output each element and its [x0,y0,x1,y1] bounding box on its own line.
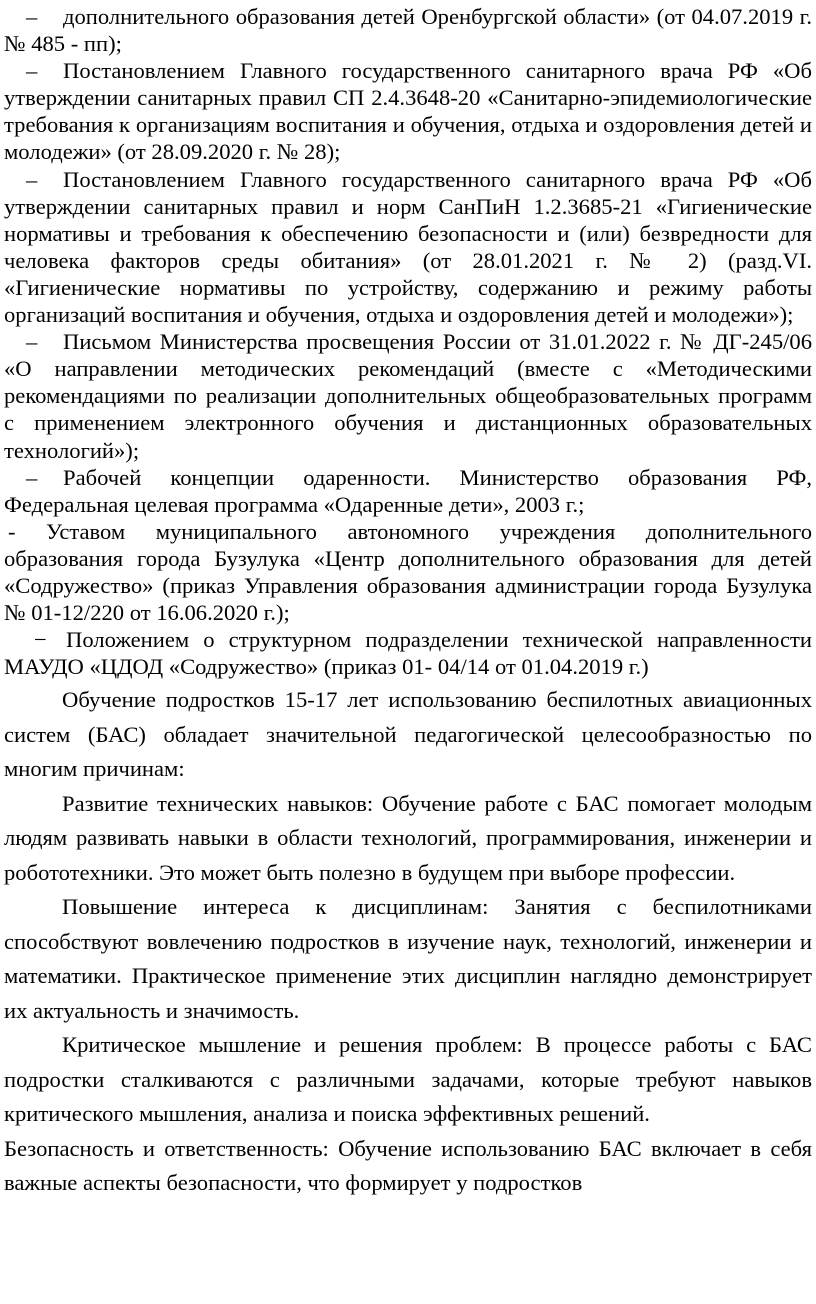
list-dash-marker: – [26,4,38,29]
list-dash-marker: – [26,58,38,84]
list-hyphen-marker: - [8,518,16,544]
document-page [4,0,812,1201]
paragraph: Безопасность и ответственность: Обучение использованию БАС включает в себя важные аспекты безопасности, что формирует у подростков [4,1135,812,1196]
list-item [4,57,812,165]
regulations-list [4,0,812,680]
rationale-section [4,683,812,1201]
paragraph: Критическое мышление и решения проблем: В процессе работы с БАС подростки сталкиваются с различными задачами, которые требуют навыков критического мышления, анализа и поиска эффективных решений. [4,1032,812,1127]
list-item [4,464,812,518]
list-dash-marker: – [26,329,38,355]
list-item [4,626,812,680]
list-item-text: дополнительного образования детей Оренбургской области» (от 04.07.2019 г. № 485 - пп); [4,4,812,57]
list-item-text: Уставом муниципального автономного учреждения дополнительного образования города Бузулука «Центр дополнительного образования для детей «Содружество» (приказ Управления образования администрации города Бузулука № 01-12/220 от 16.06.2020 г.); [4,518,812,626]
list-item-text: Постановлением Главного государственного санитарного врача РФ «Об утверждении санитарных правил и норм СанПиН 1.2.3685-21 «Гигиенические нормативы и требования к обеспечению безопасности и (или) безвредности для человека факторов среды обитания» (от 28.01.2021 г. № 2) (разд.VI. «Гигиенические нормативы по устройству, содержанию и режиму работы организаций воспитания и обучения, отдыха и оздоровления детей и молодежи»); [4,166,812,328]
list-dash-marker: – [26,166,38,192]
list-item-text: Постановлением Главного государственного санитарного врача РФ «Об утверждении санитарных правил СП 2.4.3648-20 «Санитарно-эпидемиологические требования к организациям воспитания и обучения, отдыха и оздоровления детей и молодежи» (от 28.09.2020 г. № 28); [4,58,812,165]
list-minus-marker: − [34,627,47,653]
list-dash-marker: – [26,464,38,490]
list-item-text: Положением о структурном подразделении технической направленности МАУДО «ЦДОД «Содружество» (приказ 01- 04/14 от 01.04.2019 г.) [4,627,812,680]
list-item-text: Письмом Министерства просвещения России от 31.01.2022 г. № ДГ-245/06 «О направлении методических рекомендаций (вместе с «Методическими рекомендациями по реализации дополнительных общеобразовательных программ с применением электронного обучения и дистанционных образовательных технологий»); [4,329,812,463]
list-item [4,166,812,329]
list-item-text: Рабочей концепции одаренности. Министерство образования РФ, Федеральная целевая программа «Одаренные дети», 2003 г.; [4,464,812,517]
paragraph: Развитие технических навыков: Обучение работе с БАС помогает молодым людям развивать навыки в области технологий, программирования, инженерии и робототехники. Это может быть полезно в будущем при выборе профессии. [4,790,812,885]
list-item [4,518,812,626]
paragraph: Обучение подростков 15-17 лет использованию беспилотных авиационных систем (БАС) обладает значительной педагогической целесообразностью по многим причинам: [4,687,812,782]
list-item [4,328,812,463]
paragraph: Повышение интереса к дисциплинам: Занятия с беспилотниками способствуют вовлечению подростков в изучение наук, технологий, инженерии и математики. Практическое применение этих дисциплин наглядно демонстрирует их актуальность и значимость. [4,894,812,1023]
list-item [4,3,812,57]
